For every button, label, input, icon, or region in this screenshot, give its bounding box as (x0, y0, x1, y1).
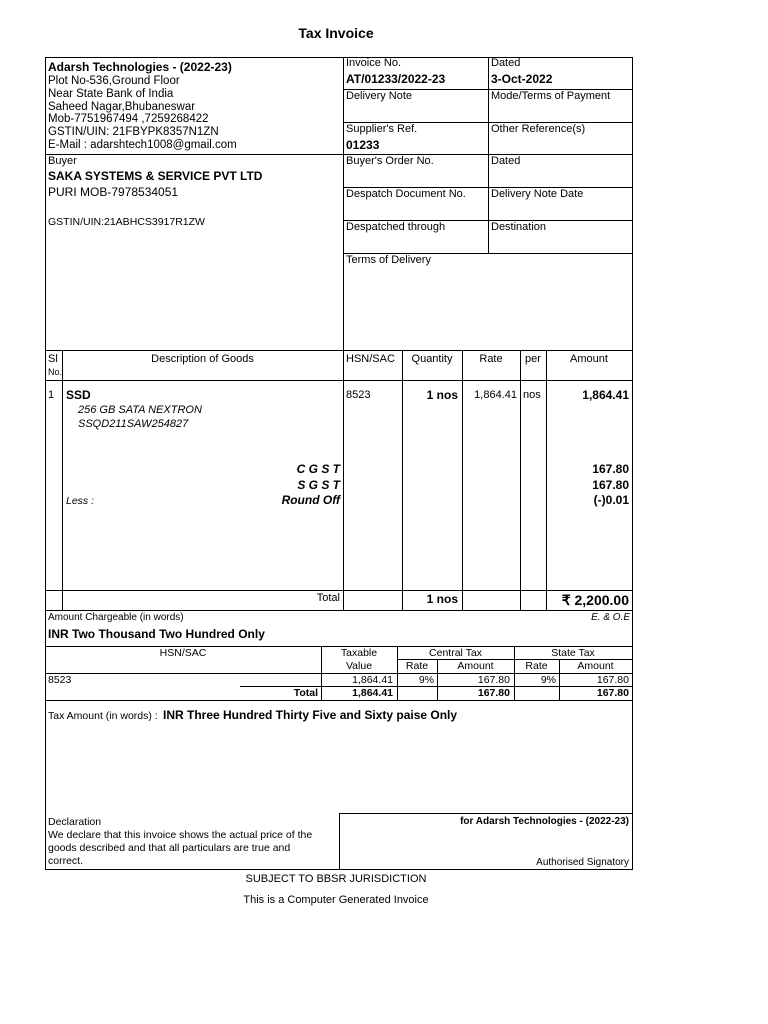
seller-gstin: GSTIN/UIN: 21FBYPK8357N1ZN (48, 126, 219, 138)
less-label: Less : (66, 495, 95, 507)
cgst-label: C G S T (296, 462, 340, 476)
declaration-label: Declaration (48, 816, 102, 828)
items-header-bottom (45, 380, 633, 381)
signature-top (339, 813, 633, 814)
buyers-order-label: Buyer's Order No. (346, 155, 434, 167)
seller-address-1: Plot No-536,Ground Floor (48, 75, 180, 87)
chargeable-label: Amount Chargeable (in words) (48, 612, 184, 623)
item-rate: 1,864.41 (474, 389, 517, 401)
items-bottom (45, 610, 633, 611)
col-hsn-header: HSN/SAC (346, 353, 395, 365)
seller-buyer-sep (45, 154, 633, 155)
tax-total-central-amount: 167.80 (477, 687, 510, 699)
mode-terms-label: Mode/Terms of Payment (491, 90, 611, 102)
tax-taxable-header-2: Value (345, 660, 373, 672)
declaration-line-2: goods described and that all particulars are true and (48, 842, 291, 854)
total-amount: ₹ 2,200.00 (561, 592, 629, 608)
seller-address-4: Mob-7751967494 ,7259268422 (48, 113, 209, 125)
frame-left (45, 57, 46, 870)
delivery-note-date-label: Delivery Note Date (491, 188, 584, 200)
total-label: Total (316, 592, 340, 604)
destination-label: Destination (491, 221, 547, 233)
frame-right (632, 57, 633, 870)
item-quantity: 1 nos (426, 388, 458, 402)
buyer-line2: PURI MOB-7978534051 (48, 185, 179, 199)
other-ref-label: Other Reference(s) (491, 123, 586, 135)
item-hsn: 8523 (346, 389, 371, 401)
col-per (520, 350, 521, 610)
round-off-label: Round Off (281, 493, 340, 507)
computer-generated-note: This is a Computer Generated Invoice (243, 894, 429, 906)
authorised-signatory: Authorised Signatory (536, 857, 629, 868)
seller-name: Adarsh Technologies - (2022-23) (48, 60, 232, 74)
col-quantity-header: Quantity (411, 353, 453, 365)
tax-row-hsn: 8523 (48, 674, 72, 686)
item-per: nos (523, 389, 541, 401)
buyer-name: SAKA SYSTEMS & SERVICE PVT LTD (48, 169, 263, 183)
tax-total-label: Total (293, 687, 318, 699)
signature-for: for Adarsh Technologies - (2022-23) (460, 816, 629, 827)
tax-total-taxable: 1,864.41 (352, 687, 393, 699)
tax-hsn-header: HSN/SAC (159, 647, 207, 659)
sgst-label: S G S T (297, 478, 340, 492)
invoice-no-label: Invoice No. (346, 57, 402, 69)
tax-state-rate-header: Rate (525, 660, 548, 672)
buyer-label: Buyer (48, 155, 77, 167)
seller-address-3: Saheed Nagar,Bhubaneswar (48, 101, 196, 113)
item-sl: 1 (48, 389, 55, 401)
tax-central-amount-header: Amount (457, 660, 494, 672)
dated-value: 3-Oct-2022 (491, 72, 553, 86)
amount-in-words: INR Two Thousand Two Hundred Only (48, 627, 265, 641)
tax-words-value: INR Three Hundred Thirty Five and Sixty paise Only (163, 708, 458, 722)
tax-state-amount-header: Amount (577, 660, 614, 672)
seller-email: E-Mail : adarshtech1008@gmail.com (48, 139, 237, 151)
tax-row-central-amount: 167.80 (477, 674, 510, 686)
total-quantity: 1 nos (426, 592, 458, 606)
col-description-header: Description of Goods (151, 353, 254, 365)
tax-row-central-rate: 9% (418, 674, 434, 686)
jurisdiction-note: SUBJECT TO BBSR JURISDICTION (245, 873, 427, 885)
round-off-amount: (-)0.01 (593, 493, 629, 507)
declaration-line-1: We declare that this invoice shows the actual price of the (48, 829, 313, 841)
item-desc-2: SSQD211SAW254827 (78, 418, 189, 430)
despatched-through-label: Despatched through (346, 221, 446, 233)
item-desc-1: 256 GB SATA NEXTRON (78, 404, 202, 416)
tax-bottom (45, 700, 633, 701)
suppliers-ref: 01233 (346, 138, 380, 152)
terms-delivery-label: Terms of Delivery (346, 254, 431, 266)
delivery-note-label: Delivery Note (346, 90, 413, 102)
tax-state-header: State Tax (551, 647, 595, 659)
tax-words-label: Tax Amount (in words) : (48, 710, 158, 722)
page-title: Tax Invoice (298, 25, 374, 41)
invoice-no: AT/01233/2022-23 (346, 72, 446, 86)
header-split (343, 57, 344, 351)
dated2-label: Dated (491, 155, 521, 167)
cgst-amount: 167.80 (592, 462, 629, 476)
col-per-header: per (525, 353, 541, 365)
dated-label: Dated (491, 57, 521, 69)
col-sl-header: Sl (48, 353, 58, 365)
tax-row-state-rate: 9% (540, 674, 556, 686)
declaration-line-3: correct. (48, 855, 84, 867)
tax-taxable-header-1: Taxable (340, 647, 378, 659)
col-rate-header: Rate (479, 353, 503, 365)
tax-total-state-amount: 167.80 (596, 687, 629, 699)
seller-address-2: Near State Bank of India (48, 88, 174, 100)
tax-central-header: Central Tax (429, 647, 482, 659)
col-amount-header: Amount (570, 353, 608, 365)
tax-central-rate-header: Rate (405, 660, 429, 672)
tax-row-taxable: 1,864.41 (352, 674, 393, 686)
item-name: SSD (66, 388, 91, 402)
frame-top (45, 57, 633, 58)
col-no-header: No. (48, 367, 63, 377)
tax-row-state-amount: 167.80 (596, 674, 629, 686)
items-total-top (45, 590, 633, 591)
col-hsn (343, 350, 344, 610)
despatch-doc-label: Despatch Document No. (346, 188, 466, 200)
eoe-label: E. & O.E (591, 612, 630, 623)
sgst-amount: 167.80 (592, 478, 629, 492)
suppliers-ref-label: Supplier's Ref. (346, 123, 418, 135)
header-mid-split (488, 57, 489, 253)
buyer-gstin: GSTIN/UIN:21ABHCS3917R1ZW (48, 216, 205, 228)
items-top (45, 350, 633, 351)
item-amount: 1,864.41 (582, 388, 629, 402)
